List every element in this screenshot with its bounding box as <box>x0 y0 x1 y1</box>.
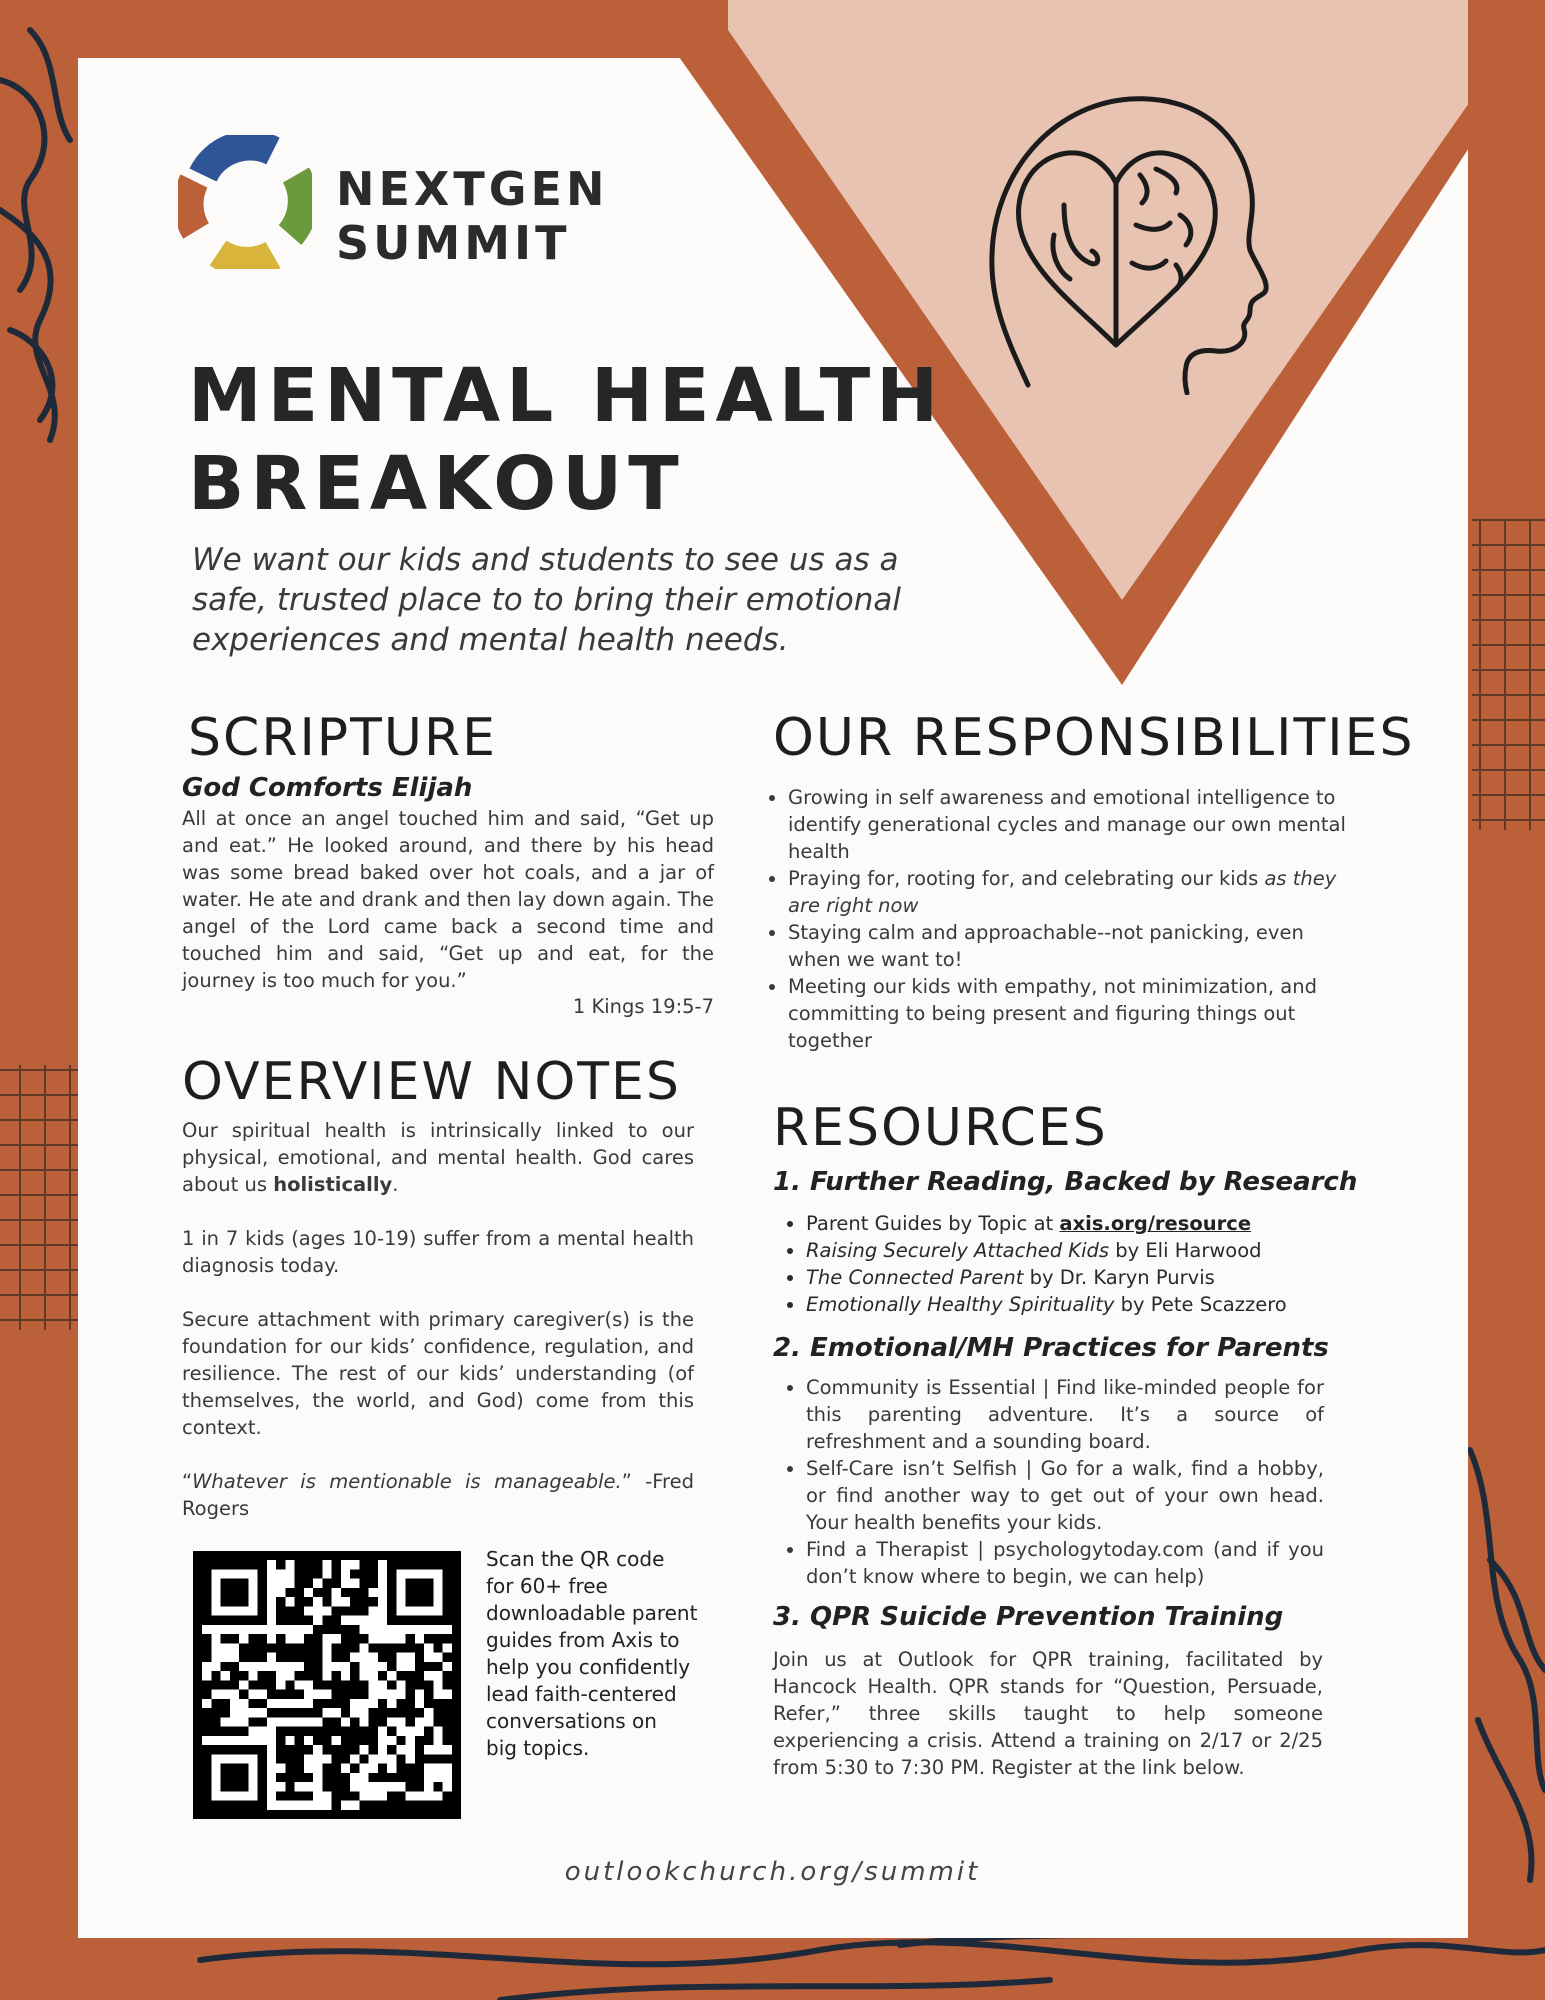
overview-p1-text: Our spiritual health is intrinsically linked to our physical, emotional, and mental health. God cares about us <box>182 1119 694 1196</box>
list-item <box>806 1210 1334 1237</box>
resources-section-3-title: 3. QPR Suicide Prevention Training <box>773 1602 1284 1632</box>
list-item: • Growing in self awareness and emotional intelligence to identify generational cycles and manage our own mental health <box>788 784 1346 865</box>
qr-caption-line: guides from Axis to <box>486 1628 680 1652</box>
practices-list <box>774 1374 1324 1590</box>
book-title: The Connected Parent <box>806 1266 1024 1289</box>
reading-list <box>774 1210 1334 1318</box>
page-title <box>188 352 944 528</box>
scripture-reference: 1 Kings 19:5-7 <box>572 995 714 1018</box>
overview-paragraph-2: 1 in 7 kids (ages 10-19) suffer from a mental health diagnosis today. <box>182 1227 694 1277</box>
list-item: • Meeting our kids with empathy, not minimization, and committing to being present and figuring things out together <box>788 973 1346 1054</box>
book-title: Raising Securely Attached Kids <box>806 1239 1110 1262</box>
quote-open: “ <box>182 1470 193 1493</box>
scripture-subheading: God Comforts Elijah <box>182 773 473 803</box>
quote-text: Whatever is mentionable is manageable. <box>192 1470 622 1493</box>
resources-heading: RESOURCES <box>773 1098 1108 1158</box>
item-text: Praying for, rooting for, and celebrating our kids <box>788 867 1265 890</box>
book-title: Emotionally Healthy Spirituality <box>806 1293 1115 1316</box>
qr-caption-line: downloadable parent <box>486 1601 698 1625</box>
list-item <box>806 1291 1334 1318</box>
tagline-line-2: safe, trusted place to to bring their emotional <box>192 582 902 618</box>
list-item <box>806 1264 1334 1291</box>
list-item <box>806 1237 1334 1264</box>
list-item: • Self-Care isn’t Selfish | Go for a walk, find a hobby, or find another way to get out of your own head. Your health benefits your kids. <box>806 1455 1324 1536</box>
qr-code-icon[interactable] <box>193 1551 461 1819</box>
book-author: by Pete Scazzero <box>1114 1293 1287 1316</box>
resources-section-1-title: 1. Further Reading, Backed by Research <box>773 1167 1358 1197</box>
responsibilities-heading: OUR RESPONSIBILITIES <box>773 708 1415 768</box>
tagline <box>192 540 952 660</box>
responsibilities-list <box>756 784 1346 1054</box>
overview-notes <box>182 1117 694 1522</box>
tagline-line-3: experiences and mental health needs. <box>192 622 789 658</box>
overview-quote <box>182 1468 694 1522</box>
qr-caption-line: help you confidently <box>486 1655 691 1679</box>
overview-heading: OVERVIEW NOTES <box>182 1052 681 1112</box>
item-text: Parent Guides by Topic at <box>806 1212 1060 1235</box>
overview-p1-bold: holistically <box>273 1173 393 1196</box>
tagline-line-1: We want our kids and students to see us as a <box>192 542 899 578</box>
qr-caption-line: big topics. <box>486 1736 590 1760</box>
axis-resource-link[interactable]: axis.org/resource <box>1059 1212 1252 1235</box>
heart-brain-head-icon <box>980 85 1270 395</box>
footer-url[interactable]: outlookchurch.org/summit <box>564 1857 981 1887</box>
list-item <box>788 865 1346 919</box>
nextgen-ring-icon <box>178 135 312 269</box>
item-italic: as they are right now <box>788 867 1337 917</box>
qpr-text: Join us at Outlook for QPR training, facilitated by Hancock Health. QPR stands for “Question, Persuade, Refer,” three skills taught to help someone experiencing a crisis. Attend a training on 2/17 or 2/25 from 5:30 to 7:30 PM. Register at the link below. <box>773 1648 1323 1779</box>
qr-caption-line: lead faith-centered <box>486 1682 677 1706</box>
scripture-text: All at once an angel touched him and said, “Get up and eat.” He looked around, and there by his head was some bread baked over hot coals, and a jar of water. He ate and drank and then lay down again. The angel of the Lord came back a second time and touched him and said, “Get up and eat, for the journey is too much for you.” <box>182 807 714 992</box>
qr-caption-line: conversations on <box>486 1709 657 1733</box>
overview-paragraph-1 <box>182 1117 694 1198</box>
quote-attribution: ” -Fred Rogers <box>182 1470 694 1520</box>
book-author: by Dr. Karyn Purvis <box>1023 1266 1215 1289</box>
overview-paragraph-3: Secure attachment with primary caregiver(s) is the foundation for our kids’ confidence, regulation, and resilience. The rest of our kids’ understanding (of themselves, the world, and God) come from this context. <box>182 1308 694 1439</box>
logo-line-2: SUMMIT <box>336 216 571 270</box>
book-author: by Eli Harwood <box>1109 1239 1262 1262</box>
resources-section-2-title: 2. Emotional/MH Practices for Parents <box>773 1333 1329 1363</box>
list-item: • Find a Therapist | psychologytoday.com (and if you don’t know where to begin, we can help) <box>806 1536 1324 1590</box>
logo-line-1: NEXTGEN <box>336 162 609 216</box>
list-item: • Staying calm and approachable--not panicking, even when we want to! <box>788 919 1346 973</box>
list-item: • Community is Essential | Find like-minded people for this parenting adventure. It’s a source of refreshment and a sounding board. <box>806 1374 1324 1455</box>
qr-caption-line: for 60+ free <box>486 1574 608 1598</box>
scripture-heading: SCRIPTURE <box>188 708 497 768</box>
overview-p1-end: . <box>392 1173 399 1196</box>
qr-caption <box>486 1546 726 1762</box>
logo-wordmark <box>336 162 608 270</box>
qr-caption-line: Scan the QR code <box>486 1547 665 1571</box>
title-line-2: BREAKOUT <box>188 441 685 527</box>
title-line-1: MENTAL HEALTH <box>188 353 945 439</box>
